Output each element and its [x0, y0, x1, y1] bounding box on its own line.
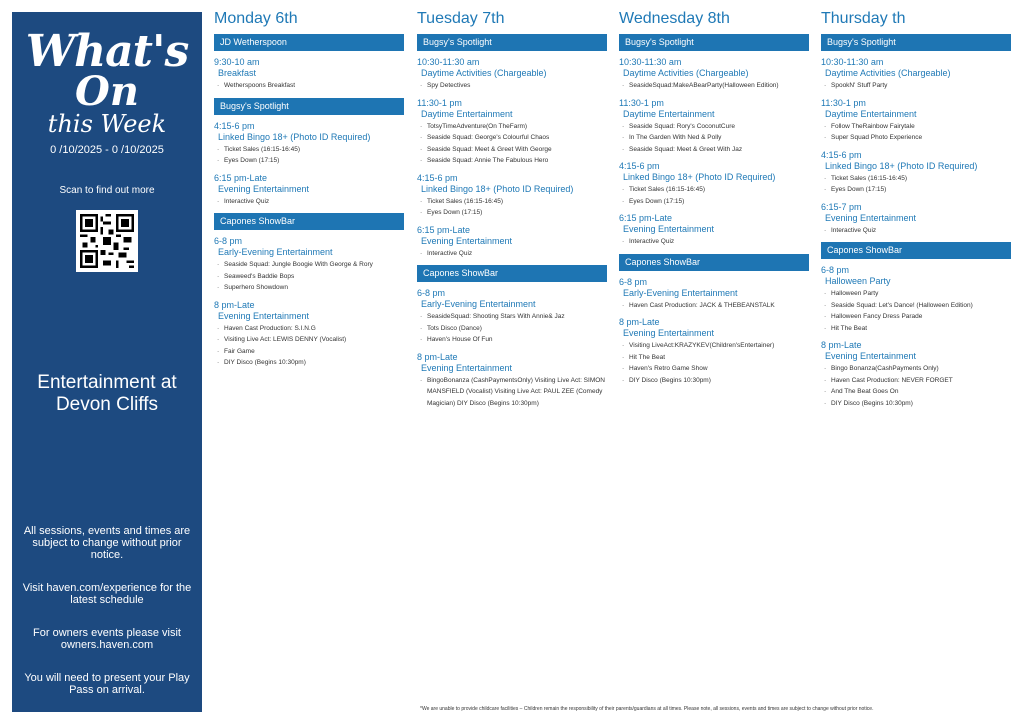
event	[619, 213, 809, 248]
event	[619, 161, 809, 207]
event-items	[417, 311, 607, 346]
event-item: · BingoBonanza (CashPaymentsOnly) Visiting Live Act: SIMON MANSFIELD (Vocalist) Visiting Live Act: PAUL ZEE (Comedy Magician) DIY Disco (Begins 10:30pm)	[417, 375, 607, 410]
event-time: 9:30-10 am	[214, 57, 260, 67]
event-items	[417, 121, 607, 167]
note-schedule-change: All sessions, events and times are subject to change without prior notice.	[23, 525, 191, 561]
event-items	[417, 80, 607, 92]
event-items	[619, 340, 809, 386]
event-item: · In The Garden With Ned & Polly	[619, 132, 809, 144]
event	[417, 288, 607, 346]
event-time: 11:30-1 pm	[821, 97, 866, 108]
event-title: Daytime Activities (Chargeable)	[421, 68, 547, 78]
event-item: · TotsyTimeAdventure(On TheFarm)	[417, 121, 607, 133]
event	[417, 57, 607, 92]
logo-line-3: this Week	[47, 110, 167, 138]
event-items	[821, 80, 1011, 92]
logo-line-2: On	[75, 68, 139, 115]
event-item: · Follow TheRainbow Fairytale	[821, 121, 1011, 133]
event-item: · Eyes Down (17:15)	[821, 184, 1011, 196]
venue-section	[417, 265, 607, 409]
event	[821, 340, 1011, 409]
footer-disclaimer: *We are unable to provide childcare facilities – Children remain the responsibility of their parents/guardians at all times. Please note, all sessions, events and times are subject to change without prior notice.	[420, 706, 874, 712]
event-item: · Seaside Squad: Meet & Greet With George	[417, 144, 607, 156]
event-item: · Ticket Sales (16:15-16:45)	[619, 184, 809, 196]
venue-header: Bugsy's Spotlight	[821, 34, 1011, 51]
logo-line-1: What's	[25, 26, 189, 77]
day-column	[214, 0, 404, 375]
event-item: · Eyes Down (17:15)	[619, 196, 809, 208]
event-item: · Haven's House Of Fun	[417, 334, 607, 346]
sidebar	[12, 12, 202, 712]
event-items	[214, 144, 404, 167]
event-item: · Visiting LiveAct:KRAZYKEV(Children'sEntertainer)	[619, 340, 809, 352]
event-time: 6:15 pm-Late	[214, 172, 268, 183]
event-time: 4:15-6 pm	[821, 149, 862, 160]
event-item: · Halloween Party	[821, 288, 1011, 300]
event-item: · Hit The Beat	[821, 323, 1011, 335]
venue-section	[214, 213, 404, 369]
day-column	[821, 0, 1011, 415]
event-item: · DIY Disco (Begins 10:30pm)	[214, 357, 404, 369]
event-time: 6-8 pm	[214, 236, 243, 246]
event-item: · Haven Cast Production: NEVER FORGET	[821, 375, 1011, 387]
event-item: · SeasideSquad: Shooting Stars With Annie& Jaz	[417, 311, 607, 323]
event	[417, 225, 607, 260]
event	[821, 265, 1011, 334]
day-heading: Monday 6th	[214, 10, 298, 27]
event-title: Early-Evening Entertainment	[623, 287, 738, 298]
event-title: Evening Entertainment	[421, 362, 513, 373]
event	[821, 150, 1011, 196]
event	[619, 317, 809, 386]
event-title: Daytime Entertainment	[421, 108, 513, 119]
venue-header: Bugsy's Spotlight	[214, 98, 404, 115]
event-items	[821, 173, 1011, 196]
venue-section	[417, 34, 607, 259]
venue-section	[821, 34, 1011, 236]
event-time: 6:15 pm-Late	[619, 213, 673, 223]
event-item: · Seaside Squad: Annie The Fabulous Hero	[417, 155, 607, 167]
event-item: · Haven Cast Production: S.I.N.G	[214, 323, 404, 335]
event-items	[619, 80, 809, 92]
day-heading: Thursday th	[821, 10, 906, 27]
event-item: · Eyes Down (17:15)	[214, 155, 404, 167]
event-time: 4:15-6 pm	[214, 120, 255, 131]
venue-section	[619, 34, 809, 248]
event-title: Evening Entertainment	[623, 224, 715, 234]
event-time: 11:30-1 pm	[619, 97, 664, 108]
event	[214, 57, 404, 92]
qr-code-icon	[80, 214, 134, 268]
event-title: Evening Entertainment	[825, 212, 917, 223]
venue-section	[619, 254, 809, 387]
event-item: · Seaside Squad: Rory's CoconutCure	[619, 121, 809, 133]
event-item: · Wetherspoons Breakfast	[214, 80, 404, 92]
event	[619, 98, 809, 156]
venue-header: Capones ShowBar	[619, 254, 809, 271]
entertainment-title: Entertainment at Devon Cliffs	[37, 372, 177, 415]
event-title: Early-Evening Entertainment	[218, 247, 333, 257]
event-time: 6:15-7 pm	[821, 201, 862, 212]
event-item: · Interactive Quiz	[417, 248, 607, 260]
event	[821, 202, 1011, 237]
event	[821, 57, 1011, 92]
event-title: Linked Bingo 18+ (Photo ID Required)	[421, 183, 574, 194]
event-item: · Seaside Squad: Let's Dance! (Halloween Edition)	[821, 300, 1011, 312]
event-item: · Ticket Sales (16:15-16:45)	[214, 144, 404, 156]
day-column	[619, 0, 809, 392]
event-item: · Ticket Sales (16:15-16:45)	[821, 173, 1011, 185]
event-items	[417, 375, 607, 410]
event-item: · Haven's Retro Game Show	[619, 363, 809, 375]
venue-header: Capones ShowBar	[214, 213, 404, 230]
event-item: · Fair Game	[214, 346, 404, 358]
event	[214, 121, 404, 167]
event-item: · And The Beat Goes On	[821, 386, 1011, 398]
event	[417, 352, 607, 410]
event-time: 10:30-11:30 am	[417, 57, 480, 67]
event-item: · Eyes Down (17:15)	[417, 207, 607, 219]
event-items	[214, 259, 404, 294]
event-item: · Seaside Squad: George's Colourful Chaos	[417, 132, 607, 144]
event-item: · Interactive Quiz	[619, 236, 809, 248]
event	[821, 98, 1011, 144]
venue-section	[214, 34, 404, 92]
event-title: Evening Entertainment	[218, 310, 310, 321]
event-title: Evening Entertainment	[623, 328, 715, 338]
event-items	[821, 225, 1011, 237]
event	[214, 236, 404, 294]
event-time: 10:30-11:30 am	[821, 57, 884, 67]
event-time: 8 pm-Late	[214, 299, 255, 310]
event-time: 6:15 pm-Late	[417, 224, 471, 235]
scan-prompt: Scan to find out more	[59, 185, 155, 196]
event-item: · Interactive Quiz	[214, 196, 404, 208]
event-title: Daytime Entertainment	[623, 108, 715, 119]
event-title: Breakfast	[218, 68, 257, 78]
event-time: 4:15-6 pm	[619, 161, 660, 171]
venue-header: Bugsy's Spotlight	[417, 34, 607, 51]
event-item: · Ticket Sales (16:15-16:45)	[417, 196, 607, 208]
event-title: Evening Entertainment	[421, 235, 513, 246]
event-items	[214, 323, 404, 369]
event-time: 6-8 pm	[417, 288, 446, 298]
event-time: 11:30-1 pm	[417, 97, 462, 108]
event-item: · Interactive Quiz	[821, 225, 1011, 237]
event-items	[417, 248, 607, 260]
event-item: · Super Squad Photo Experience	[821, 132, 1011, 144]
venue-header: Bugsy's Spotlight	[619, 34, 809, 51]
event-title: Linked Bingo 18+ (Photo ID Required)	[218, 131, 371, 142]
event-items	[214, 80, 404, 92]
event-item: · Bingo Bonanza(CashPayments Only)	[821, 363, 1011, 375]
event-title: Daytime Activities (Chargeable)	[825, 68, 951, 78]
event-time: 8 pm-Late	[821, 340, 862, 350]
event-title: Halloween Party	[825, 276, 891, 286]
whats-on-logo	[12, 26, 202, 138]
event-items	[214, 196, 404, 208]
event-items	[417, 196, 607, 219]
sidebar-notes	[22, 525, 192, 717]
event	[619, 277, 809, 312]
event-time: 4:15-6 pm	[417, 172, 458, 183]
event-item: · DIY Disco (Begins 10:30pm)	[821, 398, 1011, 410]
event-time: 10:30-11:30 am	[619, 57, 682, 67]
event-time: 8 pm-Late	[417, 351, 458, 362]
day-column	[417, 0, 607, 415]
event-item: · SeasideSquad:MakeABearParty(Halloween Edition)	[619, 80, 809, 92]
event-title: Evening Entertainment	[825, 351, 917, 361]
event	[619, 57, 809, 92]
event-title: Early-Evening Entertainment	[421, 299, 536, 309]
event-item: · Tots Disco (Dance)	[417, 323, 607, 335]
event-items	[821, 288, 1011, 334]
event-item: · Superhero Showdown	[214, 282, 404, 294]
event-item: · DIY Disco (Begins 10:30pm)	[619, 375, 809, 387]
event-items	[619, 184, 809, 207]
event-time: 6-8 pm	[619, 276, 648, 287]
event-item: · Seaside Squad: Meet & Greet With Jaz	[619, 144, 809, 156]
event-items	[821, 363, 1011, 409]
date-range: 0 /10/2025 - 0 /10/2025	[50, 144, 164, 156]
event-items	[619, 121, 809, 156]
event-time: 6-8 pm	[821, 265, 850, 275]
event-time: 8 pm-Late	[619, 317, 660, 327]
event	[214, 300, 404, 369]
venue-section	[214, 98, 404, 208]
venue-header: Capones ShowBar	[821, 242, 1011, 259]
event-item: · Hit The Beat	[619, 352, 809, 364]
note-play-pass: You will need to present your Play Pass on arrival.	[24, 672, 190, 696]
venue-header: JD Wetherspoon	[214, 34, 404, 51]
event-item: · Spy Detectives	[417, 80, 607, 92]
event-title: Evening Entertainment	[218, 183, 310, 194]
event-title: Linked Bingo 18+ (Photo ID Required)	[623, 172, 776, 182]
event-items	[821, 121, 1011, 144]
venue-header: Capones ShowBar	[417, 265, 607, 282]
event-item: · Seaside Squad: Jungle Boogie With George & Rory	[214, 259, 404, 271]
event-item: · Haven Cast Production: JACK & THEBEANSTALK	[619, 300, 809, 312]
event-items	[619, 300, 809, 312]
note-website: Visit haven.com/experience for the latest schedule	[22, 582, 192, 606]
event-item: · Visiting Live Act: LEWIS DENNY (Vocalist)	[214, 334, 404, 346]
note-owners: For owners events please visit owners.haven.com	[33, 627, 181, 651]
event-title: Daytime Entertainment	[825, 108, 917, 119]
venue-section	[821, 242, 1011, 409]
day-heading: Wednesday 8th	[619, 10, 730, 27]
event-title: Daytime Activities (Chargeable)	[623, 68, 749, 78]
qr-code[interactable]	[76, 210, 138, 272]
event-items	[619, 236, 809, 248]
event	[417, 98, 607, 167]
day-heading: Tuesday 7th	[417, 10, 505, 27]
event-item: · SpookN' Stuff Party	[821, 80, 1011, 92]
event-item: · Halloween Fancy Dress Parade	[821, 311, 1011, 323]
event	[214, 173, 404, 208]
event	[417, 173, 607, 219]
event-title: Linked Bingo 18+ (Photo ID Required)	[825, 160, 978, 171]
event-item: · Seaweed's Baddie Bops	[214, 271, 404, 283]
